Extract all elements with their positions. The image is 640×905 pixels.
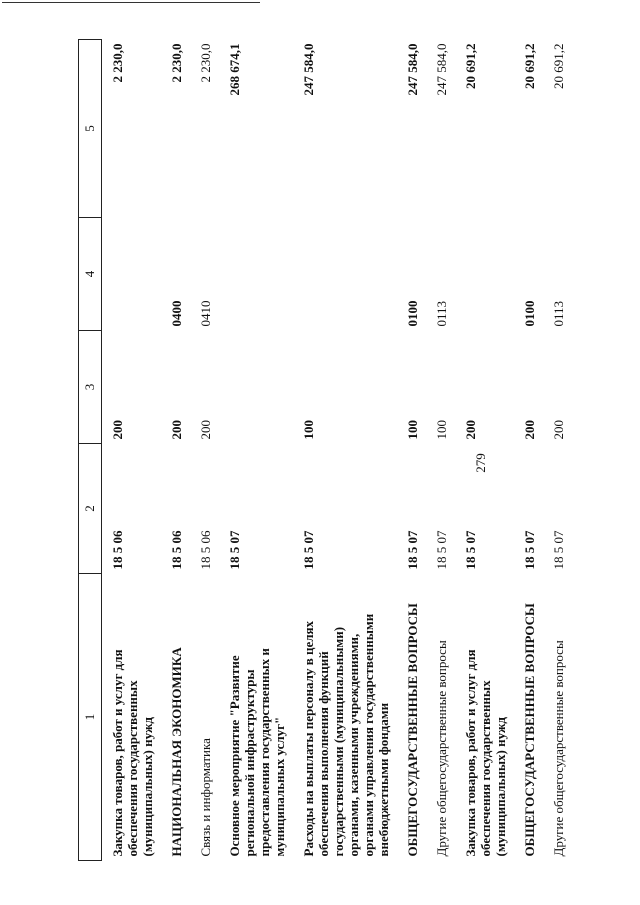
table-row xyxy=(102,40,162,861)
row-section-cell: 0113 xyxy=(551,300,566,327)
row-code-cell: 18 5 07 xyxy=(551,530,566,570)
row-type-cell: 200 xyxy=(463,420,478,440)
row-amount-cell: 247 584,0 xyxy=(301,43,316,96)
row-name-cell: Связь и информатика xyxy=(198,738,213,857)
row-section-cell: 0410 xyxy=(198,300,213,327)
table-row xyxy=(543,40,572,861)
row-type-cell: 100 xyxy=(405,420,420,440)
table-row xyxy=(426,40,455,861)
row-section-cell xyxy=(219,218,293,331)
row-code-cell: 18 5 07 xyxy=(434,530,449,570)
table-row xyxy=(190,40,219,861)
row-section-cell: 0113 xyxy=(434,300,449,327)
row-name-cell: Основное мероприятие "Развитие региональной инфраструктуры предоставления государственных и муниципальных услуг" xyxy=(227,648,287,857)
row-type-cell: 100 xyxy=(434,420,449,440)
row-section-cell xyxy=(455,218,514,331)
page-number: 279 xyxy=(473,453,488,473)
row-name-cell: ОБЩЕГОСУДАРСТВЕННЫЕ ВОПРОСЫ xyxy=(405,603,420,857)
row-section-cell: 0100 xyxy=(405,300,420,327)
row-name-cell: Другие общегосударственные вопросы xyxy=(434,640,449,857)
row-amount-cell: 2 230,0 xyxy=(110,43,125,83)
row-code-cell: 18 5 06 xyxy=(110,530,125,570)
row-code-cell: 18 5 06 xyxy=(169,530,184,570)
column-header-4: 4 xyxy=(79,218,102,331)
table-row xyxy=(219,40,293,861)
column-header-2: 2 xyxy=(79,444,102,574)
row-type-cell xyxy=(219,331,293,444)
column-header-5: 5 xyxy=(79,40,102,218)
table-row xyxy=(293,40,397,861)
table-row xyxy=(397,40,426,861)
budget-table-container xyxy=(78,40,582,861)
row-amount-cell: 20 691,2 xyxy=(551,43,566,89)
row-type-cell: 200 xyxy=(551,420,566,440)
row-name-cell: Закупка товаров, работ и услуг для обеспечения государственных (муниципальных) нужд xyxy=(110,649,155,857)
table-row xyxy=(161,40,190,861)
row-amount-cell: 2 230,0 xyxy=(198,43,213,83)
row-name-cell: Закупка товаров, работ и услуг для обеспечения государственных (муниципальных) нужд xyxy=(463,649,508,857)
row-name-cell: НАЦИОНАЛЬНАЯ ЭКОНОМИКА xyxy=(169,647,184,857)
row-section-cell: 0100 xyxy=(522,300,537,327)
row-amount-cell: 247 584,0 xyxy=(405,43,420,96)
row-amount-cell: 20 691,2 xyxy=(463,43,478,89)
row-amount-cell: 268 674,1 xyxy=(227,43,242,96)
row-section-cell xyxy=(293,218,397,331)
row-code-cell: 18 5 07 xyxy=(227,530,242,570)
table-header xyxy=(79,40,102,861)
row-section-cell: 0400 xyxy=(169,300,184,327)
table-body xyxy=(102,40,573,861)
row-type-cell: 200 xyxy=(198,420,213,440)
row-amount-cell: 247 584,0 xyxy=(434,43,449,96)
row-type-cell: 200 xyxy=(110,420,125,440)
row-name-cell: Расходы на выплаты персоналу в целях обеспечения выполнения функций государственными (муниципальными) органами, казенными учреждениями, органами управления государственными внебюджетными фондами xyxy=(301,613,391,857)
row-amount-cell: 20 691,2 xyxy=(522,43,537,89)
table-row xyxy=(455,40,514,861)
header-row xyxy=(79,40,102,861)
row-code-cell: 18 5 07 xyxy=(522,530,537,570)
top-rule xyxy=(2,2,260,3)
row-type-cell: 100 xyxy=(301,420,316,440)
row-amount-cell: 2 230,0 xyxy=(169,43,184,83)
row-type-cell: 200 xyxy=(522,420,537,440)
row-section-cell xyxy=(102,218,162,331)
row-code-cell: 18 5 07 xyxy=(301,530,316,570)
row-code-cell: 18 5 07 xyxy=(405,530,420,570)
table-row xyxy=(514,40,543,861)
row-type-cell: 200 xyxy=(169,420,184,440)
row-code-cell: 18 5 07 xyxy=(463,530,478,570)
column-header-1: 1 xyxy=(79,574,102,861)
row-name-cell: Другие общегосударственные вопросы xyxy=(551,640,566,857)
row-code-cell: 18 5 06 xyxy=(198,530,213,570)
row-name-cell: ОБЩЕГОСУДАРСТВЕННЫЕ ВОПРОСЫ xyxy=(522,603,537,857)
budget-table xyxy=(78,39,572,861)
column-header-3: 3 xyxy=(79,331,102,444)
